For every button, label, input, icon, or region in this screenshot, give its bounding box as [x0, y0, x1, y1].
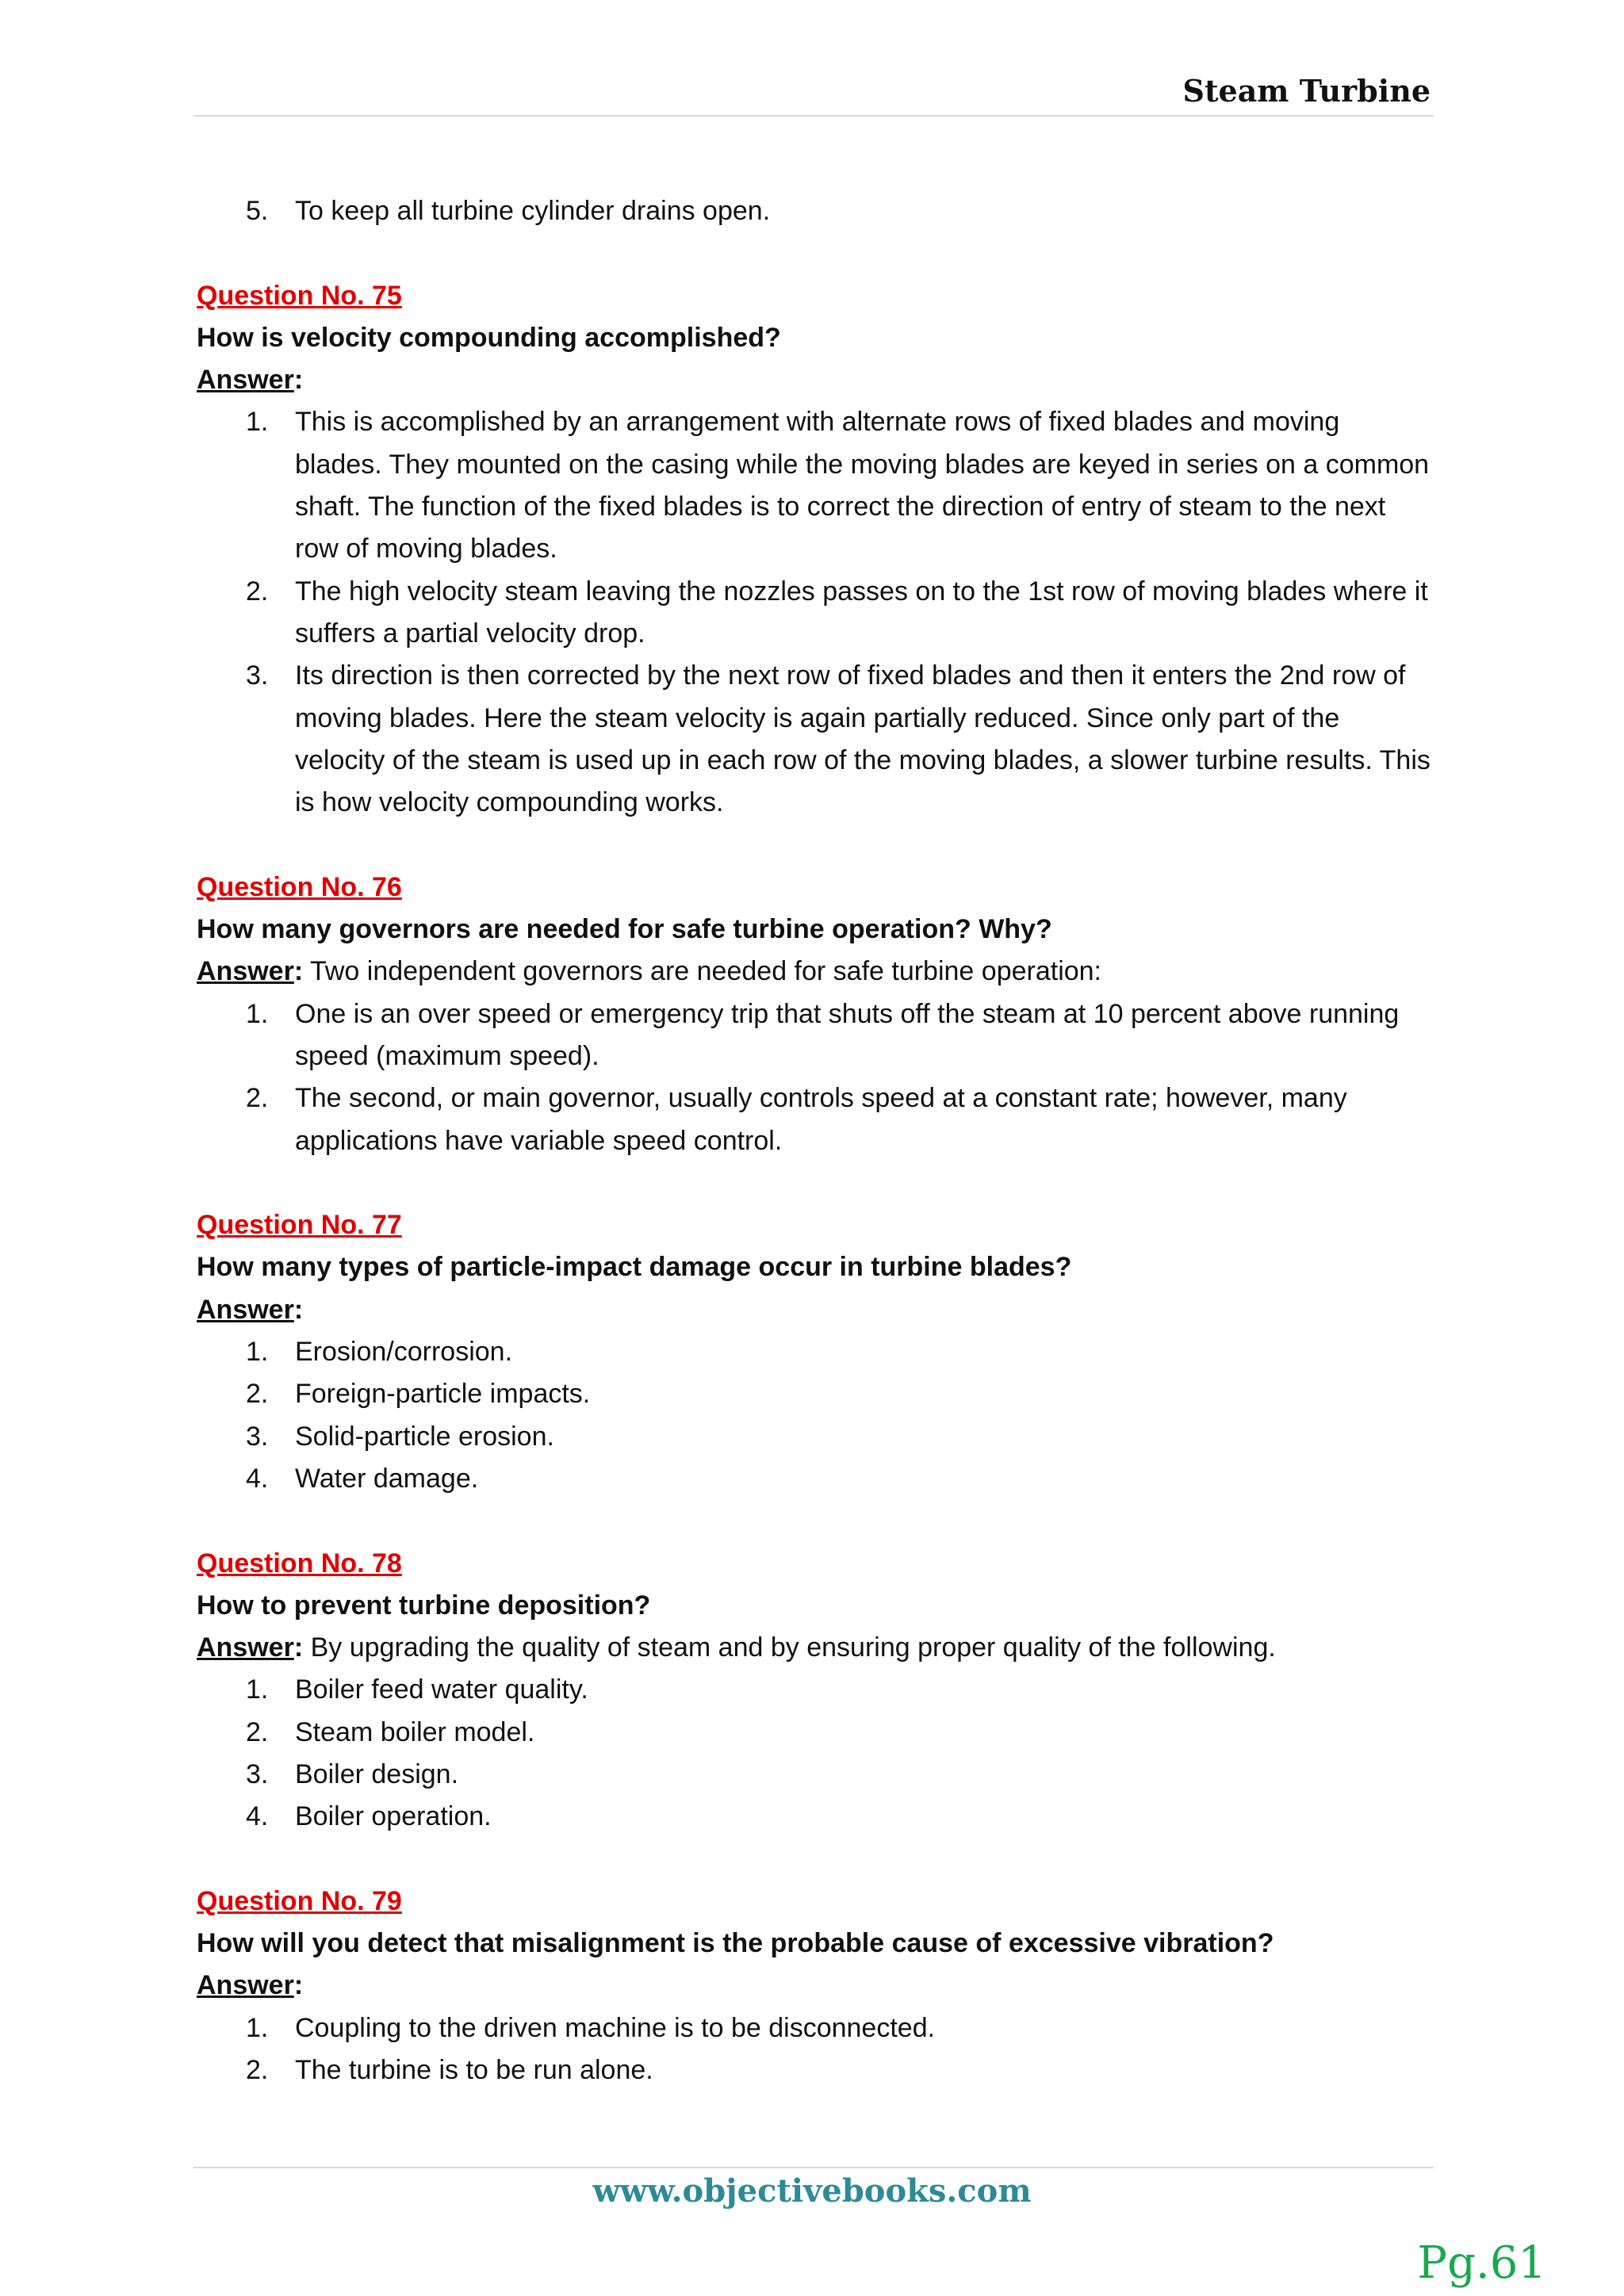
question-block-77 — [197, 1204, 1434, 1500]
question-title: Question No. 77 — [197, 1210, 402, 1241]
list-item-text: Its direction is then corrected by the next row of fixed blades and then it enters the 2nd row of moving blades. Here the steam velocity is again partially reduced. Since only part of the velocity of the steam is used up in each row of the moving blades, a slower turbine results. This is how velocity compounding works. — [295, 660, 1431, 818]
list-item-number: 3. — [246, 1758, 269, 1789]
list-item-text: Foreign-particle impacts. — [295, 1379, 591, 1410]
list-item — [246, 1458, 1434, 1500]
list-item-text: Boiler operation. — [295, 1801, 492, 1832]
answer-line: Answer: Two independent governors are needed for safe turbine operation: — [197, 956, 1102, 987]
running-header-title: Steam Turbine — [1182, 73, 1431, 109]
question-title: Question No. 78 — [197, 1548, 402, 1578]
question-text: How will you detect that misalignment is the probable cause of excessive vibration? — [197, 1928, 1274, 1959]
answer-list — [197, 993, 1434, 1162]
question-text: How many governors are needed for safe turbine operation? Why? — [197, 914, 1052, 945]
list-item-text: Water damage. — [295, 1463, 479, 1494]
list-item-text: To keep all turbine cylinder drains open. — [295, 196, 771, 226]
answer-list — [197, 1331, 1434, 1500]
answer-label: Answer — [197, 956, 294, 987]
answer-label: Answer — [197, 1632, 294, 1663]
page-number: Pg.61 — [1417, 2237, 1546, 2289]
list-item — [246, 655, 1434, 824]
question-title: Question No. 75 — [197, 280, 402, 311]
list-item-number: 1. — [246, 1337, 269, 1368]
list-item — [246, 401, 1434, 570]
list-item — [246, 571, 1434, 656]
list-item-text: The high velocity steam leaving the nozzles passes on to the 1st row of moving blades where it suffers a partial velocity drop. — [295, 576, 1428, 649]
answer-label: Answer — [197, 1294, 294, 1325]
answer-list — [197, 1669, 1434, 1838]
list-item-text: Solid-particle erosion. — [295, 1421, 554, 1452]
list-item-number: 2. — [246, 1083, 269, 1114]
answer-label: Answer — [197, 1970, 294, 2001]
answer-text: By upgrading the quality of steam and by ensuring proper quality of the following. — [303, 1632, 1276, 1663]
intro-list — [197, 190, 1434, 232]
list-item-text: Steam boiler model. — [295, 1716, 535, 1747]
question-title: Question No. 76 — [197, 871, 402, 902]
list-item-text: Boiler design. — [295, 1758, 459, 1789]
answer-text: Two independent governors are needed for safe turbine operation: — [303, 956, 1102, 987]
list-item-number: 1. — [246, 998, 269, 1029]
list-item — [246, 993, 1434, 1078]
question-text: How to prevent turbine deposition? — [197, 1590, 651, 1621]
list-item — [246, 1796, 1434, 1838]
question-title: Question No. 79 — [197, 1885, 402, 1916]
list-item-number: 1. — [246, 1674, 269, 1705]
list-item — [246, 1373, 1434, 1415]
question-block-76 — [197, 867, 1434, 1162]
list-item-text: The turbine is to be run alone. — [295, 2055, 653, 2086]
footer-divider — [193, 2167, 1434, 2168]
page-content — [197, 190, 1434, 2091]
list-item — [246, 190, 1434, 232]
answer-list — [197, 2007, 1434, 2092]
list-item-number: 2. — [246, 1716, 269, 1747]
list-item — [246, 1712, 1434, 1754]
list-item-number: 1. — [246, 2012, 269, 2043]
list-item — [246, 1416, 1434, 1458]
answer-label: Answer — [197, 365, 294, 396]
list-item-text: Coupling to the driven machine is to be disconnected. — [295, 2012, 936, 2043]
list-item — [246, 1077, 1434, 1162]
question-block-78 — [197, 1543, 1434, 1839]
list-item-text: Boiler feed water quality. — [295, 1674, 588, 1705]
list-item-number: 1. — [246, 407, 269, 438]
question-block-75 — [197, 275, 1434, 825]
list-item — [246, 1754, 1434, 1796]
question-text: How is velocity compounding accomplished? — [197, 322, 781, 353]
list-item — [246, 2049, 1434, 2091]
answer-line: Answer: — [197, 365, 304, 396]
question-block-79 — [197, 1881, 1434, 2091]
header-divider — [193, 115, 1434, 117]
question-text: How many types of particle-impact damage occur in turbine blades? — [197, 1252, 1072, 1283]
list-item-text: One is an over speed or emergency trip that shuts off the steam at 10 percent above running speed (maximum speed). — [295, 998, 1400, 1071]
list-item-number: 4. — [246, 1463, 269, 1494]
answer-line: Answer: By upgrading the quality of steam and by ensuring proper quality of the following. — [197, 1632, 1276, 1663]
answer-list — [197, 401, 1434, 824]
list-item-text: Erosion/corrosion. — [295, 1337, 513, 1368]
list-item-number: 3. — [246, 1421, 269, 1452]
list-item — [246, 1669, 1434, 1711]
list-item-number: 2. — [246, 1379, 269, 1410]
list-item-number: 2. — [246, 2055, 269, 2086]
list-item-number: 2. — [246, 576, 269, 607]
answer-line: Answer: — [197, 1294, 304, 1325]
list-item-text: The second, or main governor, usually controls speed at a constant rate; however, many applications have variable speed control. — [295, 1083, 1347, 1156]
list-item-number: 5. — [246, 196, 269, 226]
footer-website-link[interactable]: www.objectivebooks.com — [592, 2172, 1032, 2210]
list-item-text: This is accomplished by an arrangement with alternate rows of fixed blades and moving blades. They mounted on the casing while the moving blades are keyed in series on a common shaft. The function of the fixed blades is to correct the direction of entry of steam to the next row of moving blades. — [295, 407, 1430, 564]
list-item-number: 4. — [246, 1801, 269, 1832]
answer-line: Answer: — [197, 1970, 304, 2001]
list-item-number: 3. — [246, 660, 269, 691]
list-item — [246, 2007, 1434, 2049]
list-item — [246, 1331, 1434, 1373]
